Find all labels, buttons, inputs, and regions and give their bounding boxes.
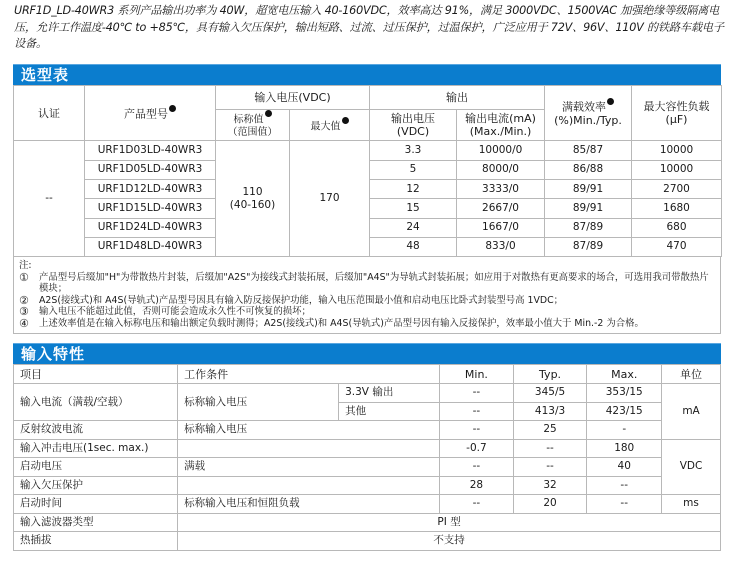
typ-cell: 25 xyxy=(513,421,587,440)
min-cell: 28 xyxy=(440,476,514,495)
notes-block xyxy=(13,257,721,334)
eff-cell: 89/91 xyxy=(545,199,632,218)
note-number: ① xyxy=(19,270,29,284)
typ-cell: -- xyxy=(513,439,587,458)
min-cell: -- xyxy=(440,402,514,421)
note-number: ② xyxy=(19,293,29,307)
header-out-voltage: 输出电压 (VDC) xyxy=(370,110,457,141)
table-row xyxy=(14,439,721,458)
cap-cell: 10000 xyxy=(632,160,722,179)
table-row xyxy=(14,141,722,160)
table-row xyxy=(14,458,721,477)
cert-value: -- xyxy=(14,141,85,257)
row-label: 启动时间 xyxy=(14,495,178,514)
iout-cell: 3333/0 xyxy=(457,179,545,198)
selection-table xyxy=(13,85,722,257)
min-cell: -- xyxy=(440,495,514,514)
vout-cell: 48 xyxy=(370,237,457,256)
vout-cell: 15 xyxy=(370,199,457,218)
vout-cell: 12 xyxy=(370,179,457,198)
cap-cell: 10000 xyxy=(632,141,722,160)
model-cell: URF1D03LD-40WR3 xyxy=(85,141,216,160)
header-min: Min. xyxy=(440,365,514,384)
table-row xyxy=(14,384,721,403)
note-3-marker-icon xyxy=(342,117,349,124)
header-unit: 单位 xyxy=(662,365,721,384)
selection-title: 选型表 xyxy=(13,64,721,85)
hotplug-value: 不支持 xyxy=(178,532,721,551)
input-char-table xyxy=(13,364,721,551)
iout-cell: 833/0 xyxy=(457,237,545,256)
header-item: 项目 xyxy=(14,365,178,384)
header-output: 输出 xyxy=(370,86,545,110)
row-label: 反射纹波电流 xyxy=(14,421,178,440)
header-efficiency: 满载效率 (%)Min./Typ. xyxy=(545,86,632,141)
min-cell: -0.7 xyxy=(440,439,514,458)
note-text: 产品型号后缀加"H"为带散热片封装，后缀加"A2S"为接线式封装拓展，后缀加"A4S"为导轨式封装拓展；如应用于对散热有更高要求的场合，可选用我司带散热片模块； xyxy=(39,271,709,295)
header-max: Max. xyxy=(587,365,662,384)
eff-cell: 89/91 xyxy=(545,179,632,198)
typ-cell: 32 xyxy=(513,476,587,495)
iout-cell: 10000/0 xyxy=(457,141,545,160)
cap-cell: 470 xyxy=(632,237,722,256)
note-4-marker-icon xyxy=(607,98,614,105)
table-row xyxy=(14,513,721,532)
header-condition: 工作条件 xyxy=(178,365,440,384)
header-max: 最大值 xyxy=(290,110,370,141)
row-label: 启动电压 xyxy=(14,458,178,477)
row-condition: 满载 xyxy=(178,458,440,477)
eff-cell: 86/88 xyxy=(545,160,632,179)
eff-cell: 85/87 xyxy=(545,141,632,160)
model-cell: URF1D24LD-40WR3 xyxy=(85,218,216,237)
eff-cell: 87/89 xyxy=(545,237,632,256)
note-item xyxy=(19,318,714,330)
cap-cell: 1680 xyxy=(632,199,722,218)
table-row xyxy=(14,495,721,514)
filter-value: PI 型 xyxy=(178,513,721,532)
header-model: 产品型号 xyxy=(85,86,216,141)
selection-section xyxy=(13,64,721,334)
row-condition xyxy=(178,439,440,458)
note-1-marker-icon xyxy=(169,105,176,112)
cap-cell: 680 xyxy=(632,218,722,237)
row-condition: 标称输入电压和恒阻负载 xyxy=(178,495,440,514)
header-input-voltage: 输入电压(VDC) xyxy=(216,86,370,110)
min-cell: -- xyxy=(440,384,514,403)
header-nominal: 标称值 （范围值） xyxy=(216,110,290,141)
note-text: 上述效率值是在输入标称电压和输出额定负载时测得；A2S(接线式)和 A4S(导轨式)产品型号因有输入反接保护，效率最小值大于 Min.-2 为合格。 xyxy=(39,318,644,330)
typ-cell: 345/5 xyxy=(513,384,587,403)
row-label: 热插拔 xyxy=(14,532,178,551)
header-cert: 认证 xyxy=(14,86,85,141)
note-item xyxy=(19,272,714,295)
table-row xyxy=(14,421,721,440)
min-cell: -- xyxy=(440,421,514,440)
note-number: ③ xyxy=(19,305,29,319)
max-cell: 423/15 xyxy=(587,402,662,421)
model-cell: URF1D48LD-40WR3 xyxy=(85,237,216,256)
vout-cell: 5 xyxy=(370,160,457,179)
iout-cell: 1667/0 xyxy=(457,218,545,237)
vout-cell: 24 xyxy=(370,218,457,237)
note-2-marker-icon xyxy=(265,110,272,117)
unit-cell: ms xyxy=(662,495,721,514)
row-subcondition: 3.3V 输出 xyxy=(339,384,440,403)
table-row xyxy=(14,476,721,495)
row-label: 输入冲击电压(1sec. max.) xyxy=(14,439,178,458)
note-item xyxy=(19,306,714,318)
model-cell: URF1D05LD-40WR3 xyxy=(85,160,216,179)
note-item xyxy=(19,295,714,307)
input-char-title: 输入特性 xyxy=(13,343,721,364)
max-cell: 40 xyxy=(587,458,662,477)
typ-cell: 413/3 xyxy=(513,402,587,421)
input-max: 170 xyxy=(290,141,370,257)
max-cell: - xyxy=(587,421,662,440)
model-cell: URF1D15LD-40WR3 xyxy=(85,199,216,218)
input-nominal: 110 (40-160) xyxy=(216,141,290,257)
notes-label: 注: xyxy=(19,260,32,272)
vout-cell: 3.3 xyxy=(370,141,457,160)
row-condition: 标称输入电压 xyxy=(178,384,339,421)
iout-cell: 2667/0 xyxy=(457,199,545,218)
table-row xyxy=(14,532,721,551)
model-cell: URF1D12LD-40WR3 xyxy=(85,179,216,198)
row-label: 输入电流（满载/空载） xyxy=(14,384,178,421)
max-cell: -- xyxy=(587,476,662,495)
max-cell: 353/15 xyxy=(587,384,662,403)
typ-cell: -- xyxy=(513,458,587,477)
max-cell: -- xyxy=(587,495,662,514)
row-condition: 标称输入电压 xyxy=(178,421,440,440)
note-number: ④ xyxy=(19,317,29,331)
max-cell: 180 xyxy=(587,439,662,458)
intro-paragraph: URF1D_LD-40WR3 系列产品输出功率为 40W，超宽电压输入 40-160VDC，效率高达 91%，满足 3000VDC、1500VAC 加强绝缘等级隔离电压，允许工作温度-40℃ to +85℃，具有输入欠压保护，输出短路、过流、过压保护，过温保护，广泛应用于 72V、96V、110V 的铁路车载电子设备。 xyxy=(14,4,724,50)
row-label: 输入滤波器类型 xyxy=(14,513,178,532)
header-typ: Typ. xyxy=(513,365,587,384)
eff-cell: 87/89 xyxy=(545,218,632,237)
min-cell: -- xyxy=(440,458,514,477)
unit-cell: mA xyxy=(662,384,721,440)
header-out-current: 输出电流(mA) (Max./Min.) xyxy=(457,110,545,141)
row-label: 输入欠压保护 xyxy=(14,476,178,495)
row-subcondition: 其他 xyxy=(339,402,440,421)
typ-cell: 20 xyxy=(513,495,587,514)
cap-cell: 2700 xyxy=(632,179,722,198)
iout-cell: 8000/0 xyxy=(457,160,545,179)
input-char-section xyxy=(13,343,721,551)
note-text: A2S(接线式)和 A4S(导轨式)产品型号因具有输入防反接保护功能，输入电压范围最小值和启动电压比卧式封装型号高 1VDC； xyxy=(39,294,564,306)
header-cap-load: 最大容性负载 (μF) xyxy=(632,86,722,141)
row-condition xyxy=(178,476,440,495)
note-text: 输入电压不能超过此值，否则可能会造成永久性不可恢复的损坏； xyxy=(39,306,311,318)
unit-cell: VDC xyxy=(662,439,721,495)
